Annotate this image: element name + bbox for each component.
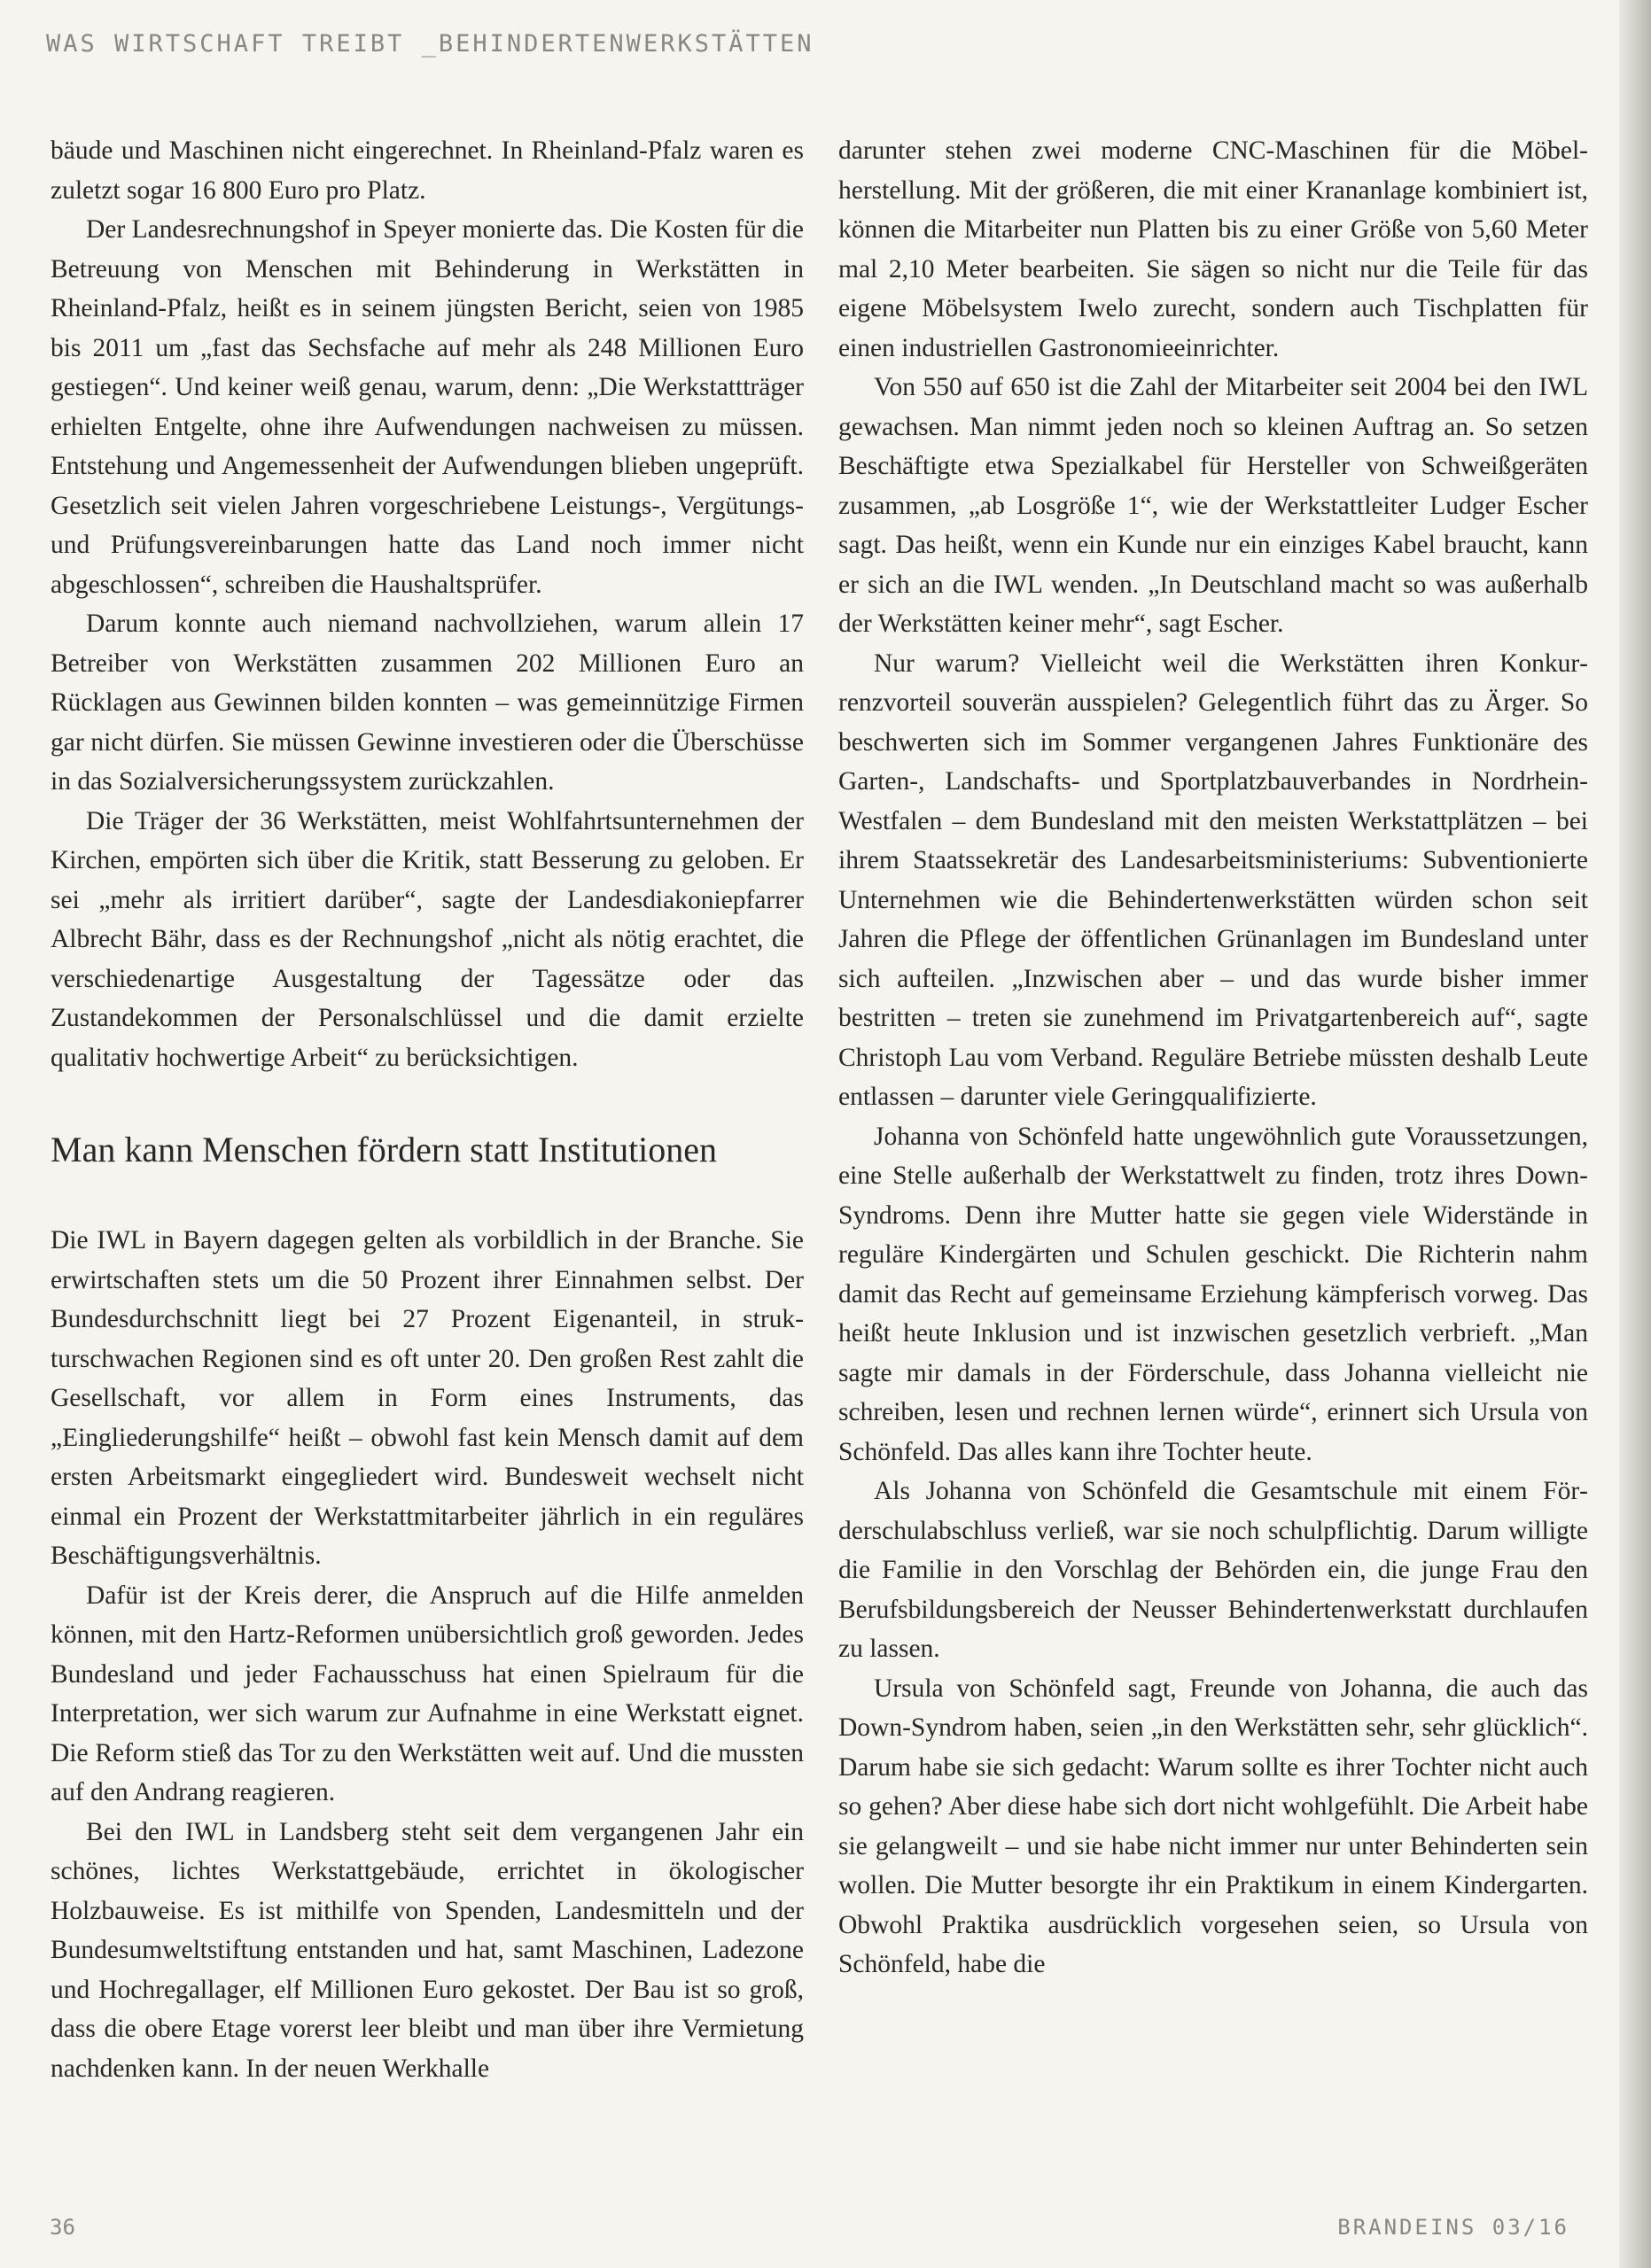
right-column [838, 131, 1588, 1984]
section-subheading: Man kann Menschen fördern statt Institutionen [51, 1130, 718, 1169]
paragraph: Darum konnte auch niemand nachvollziehen, warum allein 17 Betreiber von Werkstätten zusammen 202 Millionen Euro an Rücklagen aus Gewinnen bilden konnten – was gemeinnützige Firmen gar nicht dürfen. Sie müssen Gewinne investieren oder die Überschüsse in das Sozialversicherungssystem zurückzahlen. [51, 610, 804, 796]
paragraph: Die IWL in Bayern dagegen gelten als vorbildlich in der Branche. Sie erwirtschaften stets um die 50 Prozent ihrer Einnahmen selbst. Der Bundesdurchschnitt liegt bei 27 Prozent Eigenanteil, in strukturschwachen Regionen sind es oft unter 20. Den großen Rest zahlt die Gesellschaft, vor allem in Form eines Instruments, das „Eingliederungshilfe“ heißt – obwohl fast kein Mensch damit auf dem ersten Arbeitsmarkt eingegliedert wird. Bundesweit wechselt nicht einmal ein Prozent der Werkstattmitarbeiter jährlich in ein reguläres Beschäftigungsverhältnis. [51, 1226, 804, 1570]
paragraph: Von 550 auf 650 ist die Zahl der Mitarbeiter seit 2004 bei den IWL gewachsen. Man nimmt jeden noch so kleinen Auftrag an. So setzen Beschäftigte etwa Spezialkabel für Hersteller von Schweißgeräten zusammen, „ab Losgröße 1“, wie der Werkstattleiter Ludger Escher sagt. Das heißt, wenn ein Kunde nur ein einziges Kabel braucht, kann er sich an die IWL wenden. „In Deutschland macht so was außerhalb der Werkstätten keiner mehr“, sagt Escher. [838, 373, 1588, 638]
page-number: 36 [50, 2215, 75, 2240]
paragraph: Johanna von Schönfeld hatte ungewöhnlich gute Voraussetzungen, eine Stelle außerhalb der Werkstattwelt zu finden, trotz ihres Down-Syndroms. Denn ihre Mutter hatte sie gegen viele Widerstände in reguläre Kindergärten und Schulen geschickt. Die Richterin nahm damit das Recht auf gemeinsame Erziehung kämpferisch vorweg. Das heißt heute Inklusion und ist inzwischen gesetzlich verbrieft. „Man sagte mir damals in der Förderschule, dass Johanna vielleicht nie schreiben, lesen und rechnen lernen würde“, erinnert sich Ursula von Schönfeld. Das alles kann ihre Tochter heute. [838, 1122, 1588, 1466]
paragraph: Bei den IWL in Landsberg steht seit dem vergangenen Jahr ein schönes, lichtes Werkstattgebäude, errichtet in ökologischer Holzbauweise. Es ist mithilfe von Spenden, Landesmitteln und der Bundesumweltstiftung entstanden und hat, samt Maschinen, Ladezone und Hochregallager, elf Millionen Euro gekostet. Der Bau ist so groß, dass die obere Etage vorerst leer bleibt und man über ihre Vermietung nachdenken kann. In der neuen Werkhalle [51, 1817, 804, 2083]
paragraph: Ursula von Schönfeld sagt, Freunde von Johanna, die auch das Down-Syndrom haben, seien „in den Werkstätten sehr, sehr glücklich“. Darum habe sie sich gedacht: Warum sollte es ihrer Tochter nicht auch so gehen? Aber diese habe sich dort nicht wohlgefühlt. Die Arbeit habe sie gelangweilt – und sie habe nicht immer nur unter Behinderten sein wollen. Die Mutter besorgte ihr ein Praktikum in einem Kindergarten. Obwohl Praktika ausdrücklich vorgesehen seien, so Ursula von Schönfeld, habe die [838, 1674, 1588, 1978]
paragraph: Die Träger der 36 Werkstätten, meist Wohlfahrtsunternehmen der Kirchen, empörten sich über die Kritik, statt Besserung zu geloben. Er sei „mehr als irritiert darüber“, sagte der Landesdiakoniepfarrer Albrecht Bähr, dass es der Rechnungshof „nicht als nötig erachtet, die verschiedenartige Ausgestaltung der Tagessätze oder das Zustandekommen der Personalschlüssel und die damit erzielte qualitativ hochwertige Arbeit“ zu berücksichtigen. [51, 806, 804, 1072]
magazine-issue: BRANDEINS 03/16 [1337, 2215, 1569, 2240]
left-column [51, 131, 804, 2088]
page-edge-shadow [1619, 0, 1651, 2268]
paragraph: Nur warum? Vielleicht weil die Werkstätten ihren Konkurrenzvorteil souverän ausspielen? Gelegentlich führt das zu Ärger. So beschwerten sich im Sommer vergangenen Jahres Funktionäre des Garten-, Landschafts- und Sportplatzbauverbandes in Nordrhein-Westfalen – dem Bundesland mit den meisten Werkstattplätzen – bei ihrem Staatssekretär des Landesarbeitsministeriums: Subventionierte Unternehmen wie die Behindertenwerkstätten würden schon seit Jahren die Pflege der öffentlichen Grünanlagen im Bundesland unter sich aufteilen. „Inzwischen aber – und das wurde bisher immer bestritten – treten sie zunehmend im Privatgartenbereich auf“, sagte Christoph Lau vom Verband. Reguläre Betriebe müssten deshalb Leute entlassen – darunter viele Geringqualifizierte. [838, 649, 1588, 1111]
paragraph: Der Landesrechnungshof in Speyer monierte das. Die Kosten für die Betreuung von Menschen mit Behinderung in Werkstätten in Rheinland-Pfalz, heißt es in seinem jüngsten Bericht, seien von 1985 bis 2011 um „fast das Sechsfache auf mehr als 248 Millionen Euro gestiegen“. Und keiner weiß genau, warum, denn: „Die Werkstattträger erhielten Entgelte, ohne ihre Aufwendungen nachweisen zu müssen. Entstehung und Angemessenheit der Aufwendungen blieben ungeprüft. Gesetzlich seit vielen Jahren vorgeschriebene Leistungs-, Vergütungs- und Prüfungsvereinbarungen hatte das Land noch immer nicht abgeschlossen“, schreiben die Haushaltsprüfer. [51, 215, 804, 599]
paragraph: Dafür ist der Kreis derer, die Anspruch auf die Hilfe anmelden können, mit den Hartz-Reformen unübersichtlich groß geworden. Jedes Bundesland und jeder Fachausschuss hat einen Spielraum für die Interpretation, wer sich warum zur Aufnahme in eine Werkstatt eignet. Die Reform stieß das Tor zu den Werkstätten weit auf. Und die mussten auf den Andrang reagieren. [51, 1581, 804, 1806]
running-head: WAS WIRTSCHAFT TREIBT _BEHINDERTENWERKSTÄTTEN [46, 30, 814, 58]
paragraph: darunter stehen zwei moderne CNC-Maschinen für die Möbelherstellung. Mit der größeren, die mit einer Krananlage kombiniert ist, können die Mitarbeiter nun Platten bis zu einer Größe von 5,60 Meter mal 2,10 Meter bearbeiten. Sie sägen so nicht nur die Teile für das eigene Möbelsystem Iwelo zurecht, sondern auch Tischplatten für einen industriellen Gastronomieeinrichter. [838, 136, 1588, 362]
paragraph: Als Johanna von Schönfeld die Gesamtschule mit einem Förderschulabschluss verließ, war sie noch schulpflichtig. Darum willigte die Familie in den Vorschlag der Behörden ein, die junge Frau den Berufsbildungsbereich der Neusser Behindertenwerkstatt durchlaufen zu lassen. [838, 1477, 1588, 1663]
paragraph: bäude und Maschinen nicht eingerechnet. In Rheinland-Pfalz waren es zuletzt sogar 16 800 Euro pro Platz. [51, 136, 804, 205]
